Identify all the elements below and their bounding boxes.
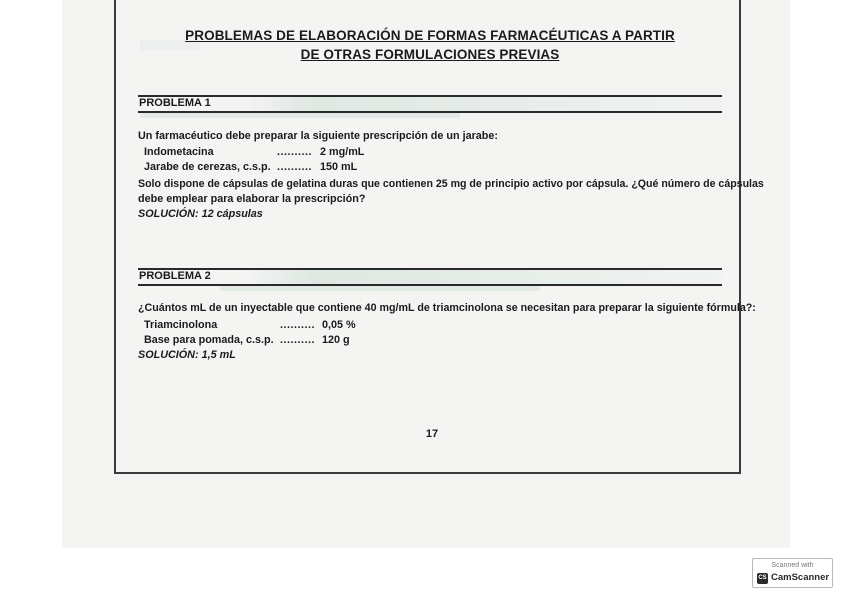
problem-2-header — [138, 268, 722, 286]
camscanner-brand-name: CamScanner — [771, 572, 830, 583]
ingredient-name: Triamcinolona — [144, 319, 218, 331]
ingredient-amount: 150 mL — [320, 161, 358, 173]
problem-1-header — [138, 95, 722, 113]
camscanner-badge — [752, 558, 833, 588]
page-number: 17 — [425, 428, 439, 440]
ingredient-name: Jarabe de cerezas, c.s.p. — [144, 161, 271, 173]
problem-2-label: PROBLEMA 2 — [139, 270, 211, 282]
camscanner-logo-icon: CS — [757, 573, 768, 584]
ingredient-dots: .......... — [277, 146, 312, 158]
ingredient-dots: .......... — [280, 319, 315, 331]
ingredient-amount: 120 g — [322, 334, 350, 346]
problem-1-solution: SOLUCIÓN: 12 cápsulas — [138, 208, 263, 220]
page-title-line-2: DE OTRAS FORMULACIONES PREVIAS — [300, 47, 560, 62]
ingredient-name: Base para pomada, c.s.p. — [144, 334, 274, 346]
ingredient-amount: 0,05 % — [322, 319, 356, 331]
page-title — [140, 26, 720, 64]
ingredient-dots: .......... — [280, 334, 315, 346]
ingredient-name: Indometacina — [144, 146, 214, 158]
problem-2-question: ¿Cuántos mL de un inyectable que contiene 40 mg/mL de triamcinolona se necesitan para preparar la siguiente fórmula?: — [138, 302, 756, 314]
problem-1-question-line-2: debe emplear para elaborar la prescripción? — [138, 193, 366, 205]
page-title-line-1: PROBLEMAS DE ELABORACIÓN DE FORMAS FARMACÉUTICAS A PARTIR — [185, 28, 675, 43]
ingredient-dots: .......... — [277, 161, 312, 173]
scanned-with-label: Scanned with — [771, 562, 814, 569]
ingredient-amount: 2 mg/mL — [320, 146, 365, 158]
problem-2-solution: SOLUCIÓN: 1,5 mL — [138, 349, 236, 361]
problem-1-label: PROBLEMA 1 — [139, 97, 211, 109]
page-frame — [114, 0, 741, 474]
problem-1-question-line-1: Solo dispone de cápsulas de gelatina duras que contienen 25 mg de principio activo por cápsula. ¿Qué número de cápsulas — [138, 178, 764, 190]
problem-1-intro: Un farmacéutico debe preparar la siguiente prescripción de un jarabe: — [138, 130, 499, 142]
